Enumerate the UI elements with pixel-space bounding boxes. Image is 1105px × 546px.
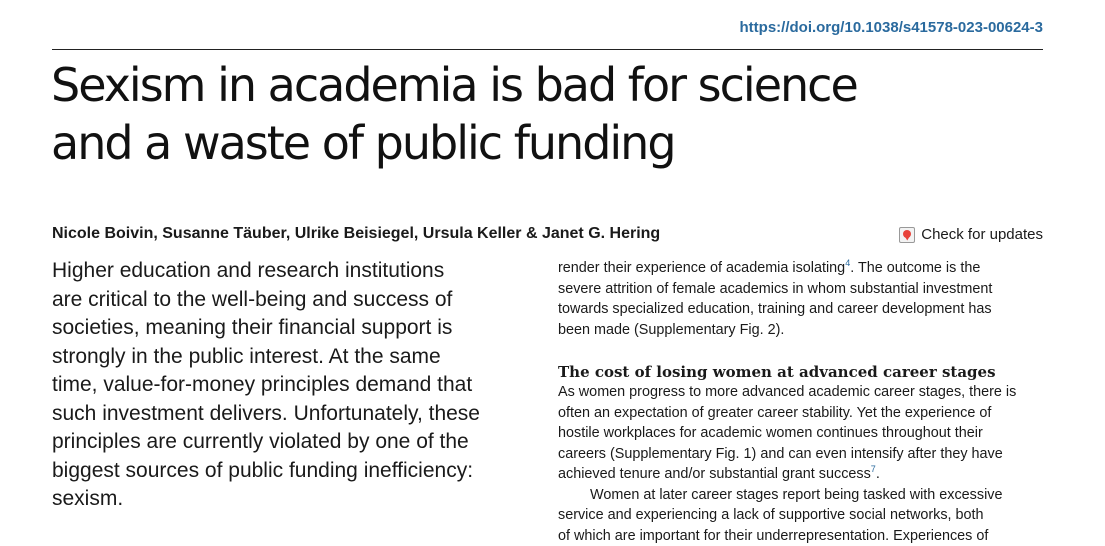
body-text: . The outcome is the (850, 260, 980, 276)
body-text: of which are important for their underrepresentation. Experiences of (558, 528, 988, 544)
body-text: been made (Supplementary Fig. 2). (558, 322, 784, 338)
body-text: hostile workplaces for academic women continues throughout their (558, 425, 983, 441)
standfirst-line: biggest sources of public funding inefficiency: (52, 459, 473, 482)
body-column (558, 258, 1046, 546)
author-list: Nicole Boivin, Susanne Täuber, Ulrike Beisiegel, Ursula Keller & Janet G. Hering (52, 225, 660, 243)
body-text: severe attrition of female academics in whom substantial investment (558, 281, 992, 297)
standfirst-line: Higher education and research institutions (52, 259, 444, 282)
header-rule (52, 49, 1043, 50)
body-paragraph (558, 382, 1046, 485)
check-updates-label: Check for updates (921, 226, 1043, 243)
title-line: and a waste of public funding (51, 116, 675, 170)
body-paragraph (558, 485, 1046, 546)
body-text: service and experiencing a lack of supportive social networks, both (558, 507, 984, 523)
body-text: often an expectation of greater career stability. Yet the experience of (558, 405, 991, 421)
doi-link[interactable]: https://doi.org/10.1038/s41578-023-00624-3 (740, 19, 1044, 36)
standfirst-line: time, value-for-money principles demand that (52, 373, 472, 396)
standfirst-line: societies, meaning their financial support is (52, 316, 452, 339)
standfirst-line: sexism. (52, 487, 123, 510)
standfirst-line: strongly in the public interest. At the same (52, 345, 441, 368)
standfirst-line: such investment delivers. Unfortunately, these (52, 402, 480, 425)
check-for-updates-button[interactable] (899, 226, 1043, 243)
body-text: Women at later career stages report being tasked with excessive (590, 487, 1002, 503)
standfirst-line: are critical to the well-being and success of (52, 288, 452, 311)
body-paragraph (558, 258, 1046, 340)
body-text: As women progress to more advanced academic career stages, there is (558, 384, 1016, 400)
reference-link[interactable]: 4 (845, 258, 850, 268)
body-text: render their experience of academia isolating (558, 260, 845, 276)
article-title (51, 56, 1051, 172)
body-text: . (876, 466, 880, 482)
standfirst-line: principles are currently violated by one of the (52, 430, 469, 453)
body-text: towards specialized education, training and career development has (558, 301, 992, 317)
title-line: Sexism in academia is bad for science (51, 58, 857, 112)
body-text: achieved tenure and/or substantial grant success (558, 466, 871, 482)
body-text: careers (Supplementary Fig. 1) and can even intensify after they have (558, 446, 1003, 462)
standfirst (52, 257, 542, 514)
check-updates-icon (899, 227, 915, 243)
section-heading: The cost of losing women at advanced career stages (558, 362, 1046, 382)
reference-link[interactable]: 7 (871, 464, 876, 474)
